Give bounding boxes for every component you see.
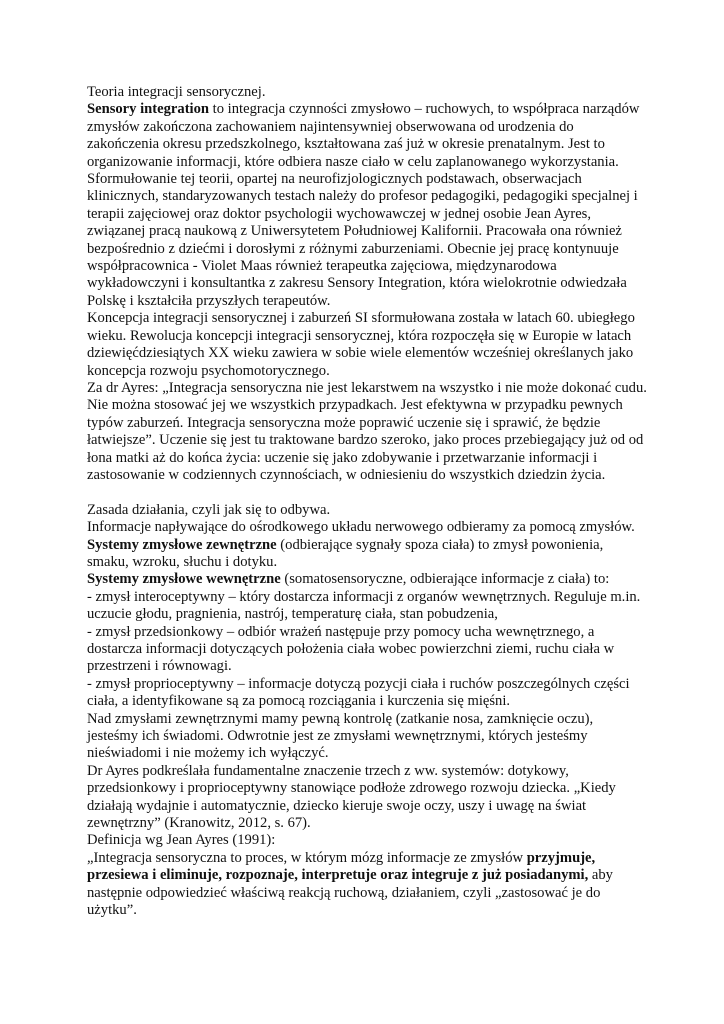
- paragraph-text: to integracja czynności zmysłowo – ruchowych, to współpraca narządów zmysłów zakończona zachowaniem najintensywniej obserwowana od urodzenia do zakończenia okresu przedszkolnego, kształtowana zaś już w okresie prenatalnym. Jest to organizowanie informacji, które odbiera nasze ciało w celu zaplanowanego wykorzystania. Sformułowanie tej teorii, opartej na neurofizjologicznych podstawach, obserwacjach klinicznych, standaryzowanych testach należy do profesor pedagogiki, pedagogiki specjalnej i terapii zajęciowej oraz doktor psychologii wychowawczej w jednej osobie Jean Ayres, związanej pracą naukową z Uniwersytetem Południowej Kalifornii. Pracowała ona również bezpośrednio z dziećmi i dorosłymi z różnymi zaburzeniami. Obecnie jej pracę kontynuuje współpracownica - Violet Maas również terapeutka zajęciowa, międzynarodowa wykładowczyni i konsultantka z zakresu Sensory Integration, która wielokrotnie odwiedzała Polskę i kształciła przyszłych terapeutów.: [87, 101, 640, 309]
- paragraph-text: „Integracja sensoryczna to proces, w którym mózg informacje ze zmysłów: [87, 849, 527, 866]
- bold-term: Systemy zmysłowe wewnętrzne: [87, 571, 281, 588]
- paragraph-definition: [87, 850, 647, 920]
- bold-phrase: przyjmuje, przesiewa i eliminuje, rozpoznaje, interpretuje oraz integruje z już posiadanymi,: [87, 849, 596, 884]
- paragraph-external-systems: [87, 537, 647, 572]
- paragraph-concept: Koncepcja integracji sensorycznej i zaburzeń SI sformułowana została w latach 60. ubiegłego wieku. Rewolucja koncepcji integracji sensorycznej, która rozpoczęła się w Europie w latach dziewięćdziesiątych XX wieku zawiera w sobie wiele elementów wcześniej określanych jako koncepcja rozwoju psychomotorycznego.: [87, 310, 635, 379]
- bold-term: Sensory integration: [87, 101, 210, 118]
- paragraph-ayres-quote: Za dr Ayres: „Integracja sensoryczna nie jest lekarstwem na wszystko i nie może dokonać cudu. Nie można stosować jej we wszystkich przypadkach. Jest efektywna w przypadku pewnych typów zaburzeń. Integracja sensoryczna może poprawić uczenie się i sprawić, że będzie łatwiejsze”. Uczenie się jest tu traktowane bardzo szeroko, jako proces przebiegający już od od łona matki aż do końca życia: uczenie się jako zdobywanie i przetwarzanie informacji i zastosowanie w codziennych czynnościach, w odniesieniu do wszystkich dziedzin życia.: [87, 379, 647, 483]
- list-item-vestibular: - zmysł przedsionkowy – odbiór wrażeń następuje przy pomocy ucha wewnętrznego, a dostarcza informacji dotyczących położenia ciała wobec powierzchni ziemi, ruchu ciała w przestrzeni i równowagi.: [87, 623, 615, 675]
- paragraph-text: (somatosensoryczne, odbierające informacje z ciała) to:: [280, 571, 610, 588]
- paragraph-gap: [87, 484, 647, 501]
- paragraph-control: Nad zmysłami zewnętrznymi mamy pewną kontrolę (zatkanie nosa, zamknięcie oczu), jesteśmy ich świadomi. Odwrotnie jest ze zmysłami wewnętrznymi, których jesteśmy nieświadomi i nie możemy ich wyłączyć.: [87, 710, 594, 762]
- paragraph-sensory-integration: [87, 101, 647, 310]
- list-item-proprioceptive: - zmysł proprioceptywny – informacje dotyczą pozycji ciała i ruchów poszczególnych części ciała, a identyfikowane są za pomocą rozciągania i kurczenia się mięśni.: [87, 675, 630, 710]
- document-page: [87, 84, 647, 919]
- list-item-interoceptive: - zmysł interoceptywny – który dostarcza informacji z organów wewnętrznych. Reguluje m.in. uczucie głodu, pragnienia, nastrój, temperaturę ciała, stan pobudzenia,: [87, 588, 641, 623]
- document-title: Teoria integracji sensorycznej.: [87, 84, 266, 100]
- section-title: Zasada działania, czyli jak się to odbywa.: [87, 501, 331, 518]
- paragraph-definition-heading: Definicja wg Jean Ayres (1991):: [87, 832, 276, 849]
- paragraph-text: aby następnie odpowiedzieć właściwą reakcją ruchową, działaniem, czyli „zastosować je do użytku”.: [87, 867, 613, 919]
- paragraph-ayres-emphasis: Dr Ayres podkreślała fundamentalne znaczenie trzech z ww. systemów: dotykowy, przedsionkowy i proprioceptywny stanowiące podłoże zdrowego rozwoju dziecka. „Kiedy działają wydajnie i automatycznie, dziecko kieruje swoje oczy, uszy i uwagę na świat zewnętrzny” (Kranowitz, 2012, s. 67).: [87, 762, 616, 832]
- paragraph-internal-systems: [87, 571, 647, 588]
- paragraph-text: (odbierające sygnały spoza ciała) to zmysł powonienia, smaku, wzroku, słuchu i dotyku.: [87, 536, 604, 570]
- paragraph-senses: Informacje napływające do ośrodkowego układu nerwowego odbieramy za pomocą zmysłów.: [87, 519, 635, 536]
- bold-term: Systemy zmysłowe zewnętrzne: [87, 536, 277, 553]
